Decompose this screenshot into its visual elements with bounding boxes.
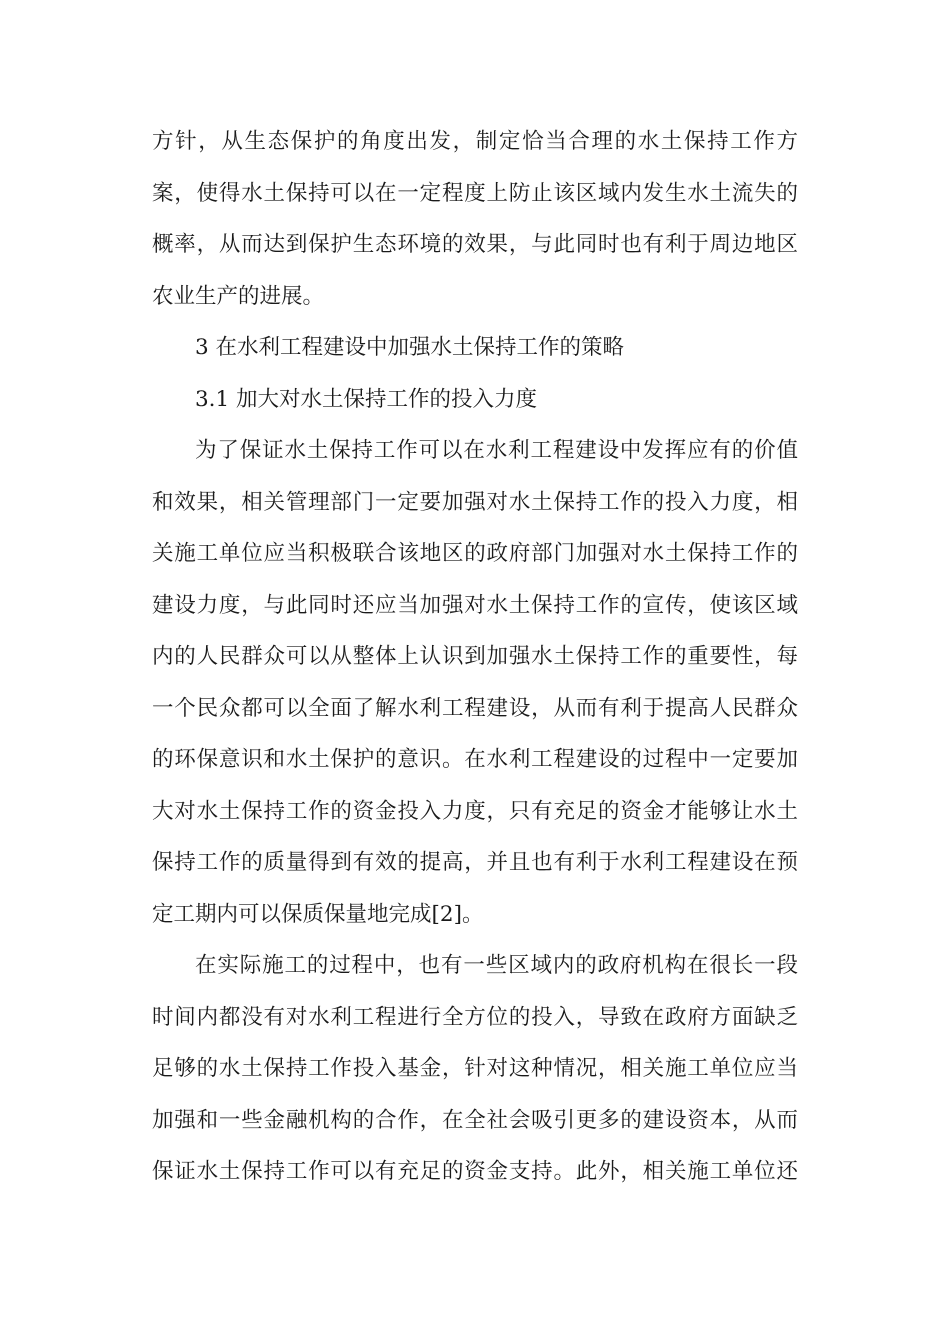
text-line: 建设力度，与此同时还应当加强对水土保持工作的宣传，使该区域 [152,592,798,618]
section-heading: 3 在水利工程建设中加强水土保持工作的策略 [195,335,625,360]
text-line: 关施工单位应当积极联合该地区的政府部门加强对水土保持工作的 [152,541,798,566]
text-line: 大对水土保持工作的资金投入力度，只有充足的资金才能够让水土 [152,798,798,824]
text-line: 足够的水土保持工作投入基金，针对这种情况，相关施工单位应当 [152,1056,798,1081]
text-line: 方针，从生态保护的角度出发，制定恰当合理的水土保持工作方 [152,129,798,154]
text-line: 为了保证水土保持工作可以在水利工程建设中发挥应有的价值 [195,438,798,463]
text-line: 概率，从而达到保护生态环境的效果，与此同时也有利于周边地区 [152,232,798,257]
text-line: 农业生产的进展。 [152,283,325,309]
text-line: 内的人民群众可以从整体上认识到加强水土保持工作的重要性，每 [152,644,798,669]
text-line: 保证水土保持工作可以有充足的资金支持。此外，相关施工单位还 [152,1159,798,1184]
text-line: 一个民众都可以全面了解水利工程建设，从而有利于提高人民群众 [152,695,798,721]
text-line: 保持工作的质量得到有效的提高，并且也有利于水利工程建设在预 [152,850,798,875]
text-line: 在实际施工的过程中，也有一些区域内的政府机构在很长一段 [195,953,798,978]
text-line: 的环保意识和水土保护的意识。在水利工程建设的过程中一定要加 [152,747,798,772]
text-line: 和效果，相关管理部门一定要加强对水土保持工作的投入力度，相 [152,489,798,515]
text-line: 案，使得水土保持可以在一定程度上防止该区域内发生水土流失的 [152,180,798,206]
document-body [152,116,798,1198]
subsection-heading: 3.1 加大对水土保持工作的投入力度 [195,386,538,412]
text-line: 时间内都没有对水利工程进行全方位的投入，导致在政府方面缺乏 [152,1004,798,1030]
text-line: 定工期内可以保质保量地完成[2]。 [152,901,484,927]
text-line: 加强和一些金融机构的合作，在全社会吸引更多的建设资本，从而 [152,1107,798,1133]
